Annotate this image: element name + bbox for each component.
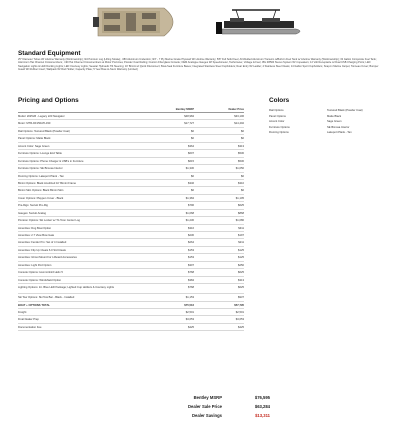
pricing-row-label: Accent Color: Sage Green — [18, 144, 50, 148]
pricing-row-dealer: $530 — [238, 159, 244, 163]
pricing-row — [18, 316, 244, 323]
pricing-row — [18, 217, 244, 224]
pricing-row-msrp: $0 — [191, 189, 194, 193]
pricing-row-msrp: $230 — [188, 234, 194, 237]
pricing-row-msrp: $307 — [188, 263, 194, 267]
pricing-row — [18, 173, 244, 180]
pricing-row-label: Cover Options: Playpen Cover - Black — [18, 196, 64, 200]
pricing-row-msrp: $0 — [191, 174, 194, 178]
pricing-row-msrp: $1,230 — [185, 219, 194, 223]
pricing-row-dealer: $311 — [238, 226, 244, 230]
hero-images — [0, 4, 400, 40]
pricing-row-dealer: $625 — [238, 204, 244, 208]
pricing-row-msrp: $48,984 — [184, 115, 194, 118]
pricing-row — [18, 269, 244, 276]
pricing-title: Pricing and Options — [18, 97, 79, 104]
pricing-row-dealer: $250 — [238, 263, 244, 267]
color-row-label: Flooring Options — [269, 131, 289, 135]
summary-row — [160, 393, 270, 402]
pricing-row-msrp: $0 — [191, 137, 194, 141]
pricing-row — [18, 254, 244, 261]
pricing-row — [18, 302, 244, 309]
pricing-row-label: Ski Tow Options: Ski Tow Bar - Black - Installed — [18, 296, 75, 300]
pricing-row-dealer: $2,501 — [235, 310, 244, 314]
pricing-row-dealer: $1,050 — [235, 167, 244, 171]
pricing-row-dealer: $313 — [238, 144, 244, 148]
summary-row — [160, 411, 270, 420]
pricing-row-dealer: $530 — [238, 152, 244, 156]
pricing-row-msrp: $153 — [188, 256, 194, 260]
color-row-label: Furniture Options — [269, 125, 290, 129]
pricing-row-dealer: $125 — [238, 256, 244, 260]
pricing-row-msrp: $153 — [188, 248, 194, 252]
pricing-row-label: Console Options: Humminbird Helix 5 — [18, 271, 63, 275]
pricing-row-label: Furniture Options: SE Bimosa Interior — [18, 167, 63, 171]
pricing-row — [18, 210, 244, 217]
standard-equipment-title: Standard Equipment — [18, 50, 81, 57]
boat-side-view-image — [210, 4, 310, 40]
pricing-row — [18, 143, 244, 150]
summary-value: $13,311 — [255, 413, 270, 418]
pricing-row-dealer: $625 — [238, 271, 244, 275]
color-row-value: Matte Black — [327, 114, 342, 118]
pricing-row-dealer: $1,080 — [235, 219, 244, 223]
pricing-row-dealer: $57,795 — [234, 303, 244, 307]
pricing-row-msrp: $384 — [188, 278, 194, 282]
pricing-row-label: Model: 2025LB - Legacy 223 Navigator — [18, 115, 65, 118]
pricing-row-msrp: $0 — [191, 129, 194, 133]
pricing-row-label: Amenities: Dog Boat Option — [18, 226, 52, 230]
pricing-row-dealer: $211 — [238, 241, 244, 245]
color-row-label: Rail Options — [269, 109, 284, 112]
color-row-value: Sage Green — [327, 120, 342, 124]
pricing-row-label: Freight — [18, 310, 27, 314]
pricing-row — [18, 150, 244, 157]
pricing-row — [18, 202, 244, 209]
pricing-row — [18, 239, 244, 246]
pricing-row — [18, 294, 244, 301]
pricing-row-dealer: $3,653 — [235, 318, 244, 322]
pricing-row-msrp: $1,384 — [185, 196, 194, 200]
summary-label: Bentley MSRP — [193, 395, 222, 400]
pricing-row — [18, 135, 244, 142]
pricing-row-label: Gauges: Suzuki Analog — [18, 211, 46, 215]
pricing-row-msrp: $796 — [188, 204, 194, 208]
pricing-row-dealer: $1,105 — [235, 196, 244, 200]
pricing-row-dealer: $125 — [238, 248, 244, 252]
color-row-value: SE Bimosa Interior — [327, 125, 350, 129]
pricing-row-label: Flooring Options: Lakeport Plank - Tan — [18, 174, 64, 178]
boat-top-view-image — [92, 4, 184, 40]
pricing-row-label: Amenities: Flip Up Cleats 6.0 Std Cleats — [18, 248, 66, 252]
pricing-row-label: Motor: MTR-DF150ATL330 — [18, 122, 51, 126]
pricing-row — [18, 158, 244, 165]
pricing-row-label: Rail Options: Textured Black (Powder Coat) — [18, 129, 70, 133]
pricing-row-dealer: $625 — [238, 285, 244, 289]
pricing-row-dealer: $937 — [238, 296, 244, 300]
pricing-row-msrp: $17,727 — [184, 122, 194, 126]
pricing-row-msrp: $768 — [188, 285, 194, 289]
pricing-row-dealer: $0 — [241, 129, 244, 133]
pricing-row-dealer: $0 — [241, 174, 244, 178]
pricing-row-msrp: $1,068 — [185, 211, 194, 215]
pricing-row-label: Bimini Options: Black Anodized 10' Bimini Frame — [18, 181, 77, 185]
price-summary — [160, 393, 270, 420]
pricing-row-label: Documentation Fee — [18, 325, 42, 329]
pricing-row-label: Furniture Options: Lounge End Table — [18, 152, 62, 156]
pricing-row-dealer: $425 — [238, 325, 244, 329]
pricing-row-dealer: $14,402 — [234, 122, 244, 126]
pricing-row-msrp: $1,330 — [185, 167, 194, 171]
pricing-row — [18, 262, 244, 269]
pricing-row — [18, 128, 244, 135]
header-dealer: Dealer Price — [228, 108, 244, 111]
pricing-row-label: Final Dealer Prep — [18, 318, 39, 322]
pricing-row-msrp: $768 — [188, 271, 194, 275]
pricing-row-msrp: $364 — [188, 144, 194, 148]
pricing-row — [18, 120, 244, 127]
pricing-row-msrp: $1,153 — [185, 296, 194, 300]
pricing-row-label: Bimini Skin Options: Black Bimini Skin — [18, 189, 64, 193]
color-row-label: Panel Options — [269, 114, 286, 118]
pricing-row-msrp: $615 — [188, 159, 194, 163]
pricing-row-dealer: $197 — [238, 234, 244, 237]
pricing-row-msrp: $346 — [188, 181, 194, 185]
pricing-row-label: Amenities: Fender Pro: Set of 4 Installed — [18, 241, 67, 245]
pricing-row-dealer: $868 — [238, 211, 244, 215]
pricing-row-dealer: $33,106 — [234, 115, 244, 118]
pricing-row — [18, 277, 244, 284]
pricing-row-label: Pre-Rigs: Suzuki Pre-Rig — [18, 204, 48, 208]
pricing-row-dealer: $0 — [241, 189, 244, 193]
header-msrp: Bentley MSRP — [175, 108, 194, 111]
pricing-row-label: BOAT + OPTIONS TOTAL — [18, 303, 51, 307]
pricing-row-label: Amenities: Ghost Mount For Lilboard Accessories — [18, 256, 77, 260]
pricing-row-label: Amenities: Light Pod Option — [18, 263, 52, 267]
pricing-row-msrp: $2,501 — [185, 310, 194, 314]
pricing-row-label: Amenities: 2.7 View Bow Gate — [18, 234, 55, 237]
pricing-row-label: Panel Options: Matte Black — [18, 137, 51, 141]
pricing-row-label: Lighting Options: Int. Blue LED Package; Lighted Cup Holders & Courtesy Lights — [18, 285, 114, 289]
pricing-row-msrp: $425 — [188, 325, 194, 329]
pricing-row-msrp: $607 — [188, 152, 194, 156]
pricing-row-dealer: $0 — [241, 137, 244, 141]
pricing-row — [18, 324, 244, 331]
color-row-value: Lakeport Plank - Tan — [327, 131, 352, 135]
pricing-row — [18, 187, 244, 194]
summary-label: Dealer Sale Price — [188, 404, 222, 409]
colors-table — [269, 108, 381, 136]
color-row-value: Textured Black (Powder Coat) — [327, 109, 363, 112]
color-row-label: Accent Color — [269, 120, 285, 124]
pricing-table — [18, 107, 244, 331]
pricing-row-dealer: $310 — [238, 181, 244, 185]
pricing-row — [18, 309, 244, 316]
pricing-row-msrp: $75,516 — [184, 303, 194, 307]
colors-title: Colors — [269, 97, 290, 104]
pricing-row-msrp: $316 — [188, 226, 194, 230]
pricing-row-label: Pontoon Options: Ski Locker w/ Tri-Toon Center Log — [18, 219, 80, 223]
pricing-row-msrp: $3,653 — [185, 318, 194, 322]
summary-row — [160, 402, 270, 411]
pricing-row-msrp: $264 — [188, 241, 194, 245]
pricing-row-dealer: $313 — [238, 278, 244, 282]
pricing-row — [18, 113, 244, 120]
pricing-row-label: Furniture Options: Phone Charger & USB's in Furniture — [18, 159, 84, 163]
pricing-row — [18, 225, 244, 232]
pricing-row — [18, 284, 244, 294]
pricing-row — [18, 195, 244, 202]
pricing-row — [18, 180, 244, 187]
pricing-row — [18, 247, 244, 254]
summary-value: $63,284 — [254, 404, 270, 409]
summary-value: $76,595 — [254, 395, 270, 400]
standard-equipment-text: 25" Diameter Tubes W/ Lifetime Warranty (Workmanship); 3rd Pontoon Log (Lifting Strake); .080 Aluminum Underskin; 3/4" - 7 Ply Marine Grade Plywood W/ Lifetime Warranty; 5/8" Full Solid Keel; All Welded Aluminum Transom w/Built-In Fuel Tank w/ Lifetime Warranty (Workmanship); 32 Gallon Composite Fuel Tank; Aluminum Hat Channel Crossmembers; .190 Hat Channel Crossmembers at Motor Pod Area; Powder Coat Railing; Custom Fiberglass Console; OEM Analogue Gauges W/ Speedometer, Tachometer, Voltage & Fuel; JBL R3500 Stereo System W/ 4 speakers; 12 Volt Receptacle w/ Dual USB Charging Ports; LED Navigation Lights & LED Docking Lights; LED Courtesy Lights; Seastar Hydraulic Tilt Steering; 10' Bimini w/ Quick Disconnect; Boat-Seal Furniture Bases; Integrated Stainless Steel Cupholders; Rear Entry W/ Ladder; 4 Stainless Steel Cleats; 14 Gallon Sport Cupholders; Snap-In Marine Carpet; Tonneau Cover; Bumper Guard W/ Rubber Insert; Wallpack W/ Rod Holder; Capacity Plate; 5 Year Bow-to-Stern Warranty (Limited) — [18, 58, 379, 72]
summary-label: Dealer Savings — [191, 413, 222, 418]
pricing-row-label: Console Options: Windshield Option — [18, 278, 62, 282]
pricing-row — [18, 232, 244, 239]
color-row — [269, 130, 381, 136]
pricing-row — [18, 165, 244, 172]
